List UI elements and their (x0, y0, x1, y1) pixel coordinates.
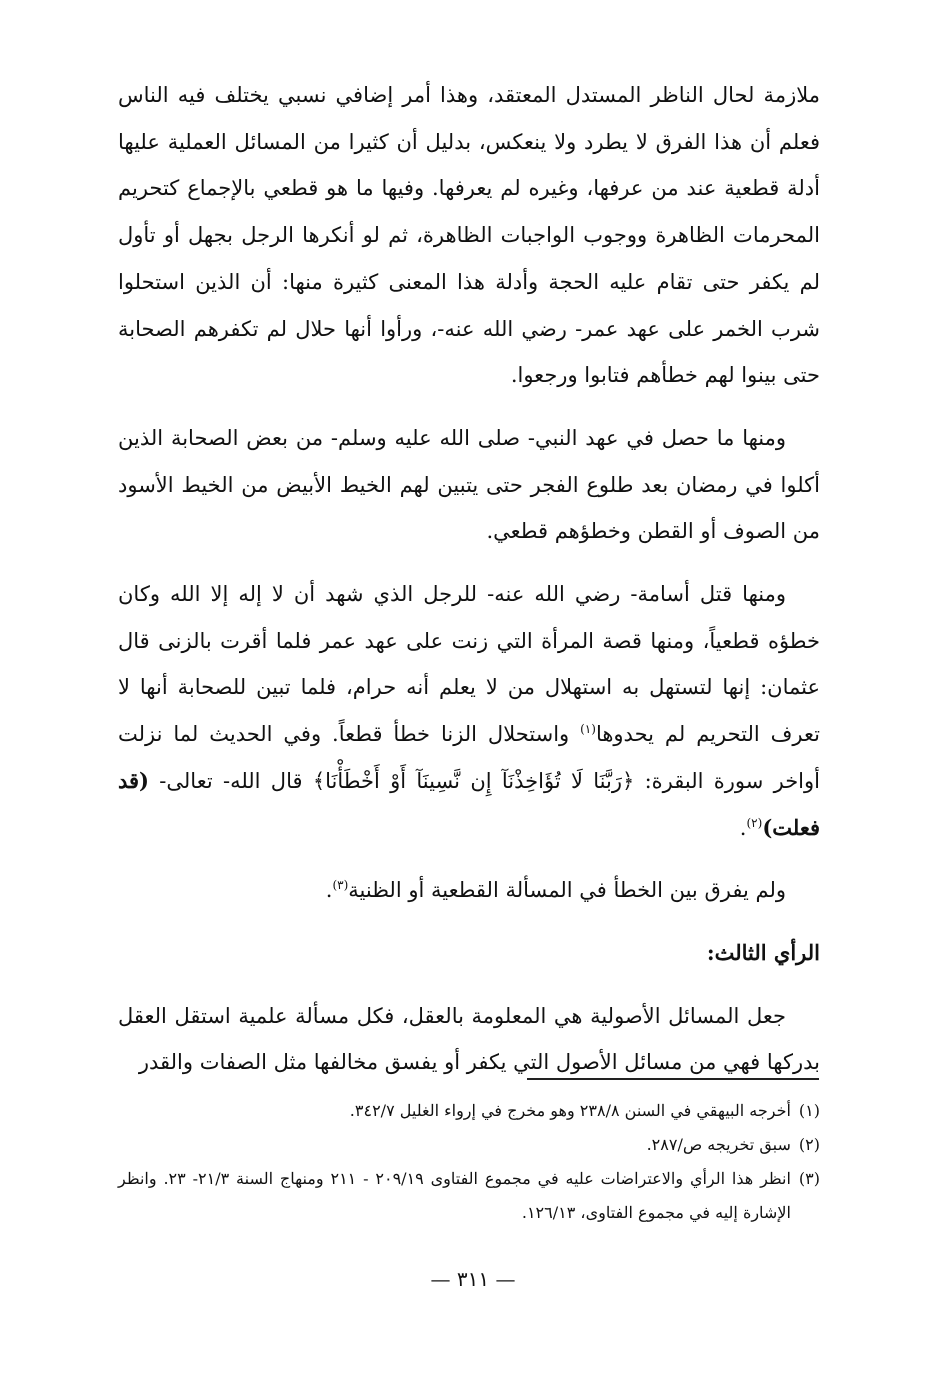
paragraph-3-end: . (739, 815, 747, 840)
paragraph-3 (118, 571, 820, 851)
quran-verse: ﴿رَبَّنَا لَا تُؤَاخِذْنَآ إِن نَّسِينَآ أَوْ أَخْطَأْنَا﴾ (312, 768, 635, 793)
footnote-ref-2: (٢) (746, 815, 763, 830)
page-number: — ٣١١ — (430, 1267, 516, 1291)
footnote-1-number: (١) (798, 1101, 820, 1120)
paragraph-5: جعل المسائل الأصولية هي المعلومة بالعقل، فكل مسألة علمية استقل العقل بدركها فهي من مسائل الأصول التي يكفر أو يفسق مخالفها مثل الصفات والقدر (118, 1003, 820, 1075)
main-text (118, 72, 820, 1102)
footnote-2-text: سبق تخريجه ص/٢٨٧. (646, 1135, 791, 1154)
paragraph-3-part-3: قال الله- تعالى- (149, 768, 313, 793)
footnote-3-number: (٣) (798, 1169, 820, 1188)
paragraph-2: ومنها ما حصل في عهد النبي- صلى الله عليه وسلم- من بعض الصحابة الذين أكلوا في رمضان بعد طلوع الفجر حتى يتبين لهم الخيط الأبيض من الخيط الأسود من الصوف أو القطن وخطؤهم قطعي. (118, 425, 820, 544)
paragraph-4-end: . (325, 878, 333, 903)
footnote-2-number: (٢) (798, 1135, 820, 1154)
hadith-quote: (قد فعلت) (118, 767, 820, 840)
paragraph-3-part-1: ومنها قتل أسامة- رضي الله عنه- للرجل الذي شهد أن لا إله إلا الله وكان خطؤه قطعياً، ومنها قصة المرأة التي زنت على عهد عمر فلما أقرت بالزنى قال عثمان: إنها لتستهل به استهلال من لا يعلم أنه حرام، فلما تبين للصحابة أنها لا تعرف التحريم لم يحدوها (118, 582, 820, 747)
footnotes (118, 1094, 820, 1230)
paragraph-3-part-2: واستحلال الزنا خطأ قطعاً. وفي الحديث لما نزلت أواخر سورة البقرة: (118, 722, 820, 793)
footnote-ref-1: (١) (580, 722, 596, 737)
section-heading: الرأي الثالث: (706, 939, 820, 965)
paragraph-1: ملازمة لحال الناظر المستدل المعتقد، وهذا أمر إضافي نسبي يختلف فيه الناس فعلم أن هذا الفرق لا يطرد ولا ينعكس، بدليل أن كثيرا من المسائل العملية عليها أدلة قطعية عند من عرفها، وغيره لم يعرفها. وفيها ما هو قطعي بالإجماع كتحريم المحرمات الظاهرة ووجوب الواجبات الظاهرة، ثم لو أنكرها الرجل بجهل أو تأول لم يكفر حتى تقام عليه الحجة وأدلة هذا المعنى كثيرة منها: أن الذين استحلوا شرب الخمر على عهد عمر- رضي الله عنه-، ورأوا أنها حلال لم تكفرهم الصحابة حتى بينوا لهم خطأهم فتابوا ورجعوا. (118, 83, 820, 388)
footnote-1 (118, 1094, 820, 1128)
paragraph-4 (118, 867, 820, 914)
footnote-divider (527, 1078, 819, 1080)
footnote-3 (118, 1162, 820, 1230)
paragraph-4-text: ولم يفرق بين الخطأ في المسألة القطعية أو الظنية (348, 878, 786, 903)
footnote-ref-3: (٣) (332, 878, 349, 893)
footnote-1-text: أخرجه البيهقي في السنن ٢٣٨/٨ وهو مخرج في إرواء الغليل ٣٤٢/٧. (349, 1101, 791, 1120)
footnote-3-text: انظر هذا الرأي والاعتراضات عليه في مجموع الفتاوى ٢٠٩/١٩ - ٢١١ ومنهاج السنة ٢١/٣- ٢٣. وانظر الإشارة إليه في مجموع الفتاوى، ١٢٦/١٣. (118, 1169, 791, 1222)
footnote-2 (118, 1128, 820, 1162)
